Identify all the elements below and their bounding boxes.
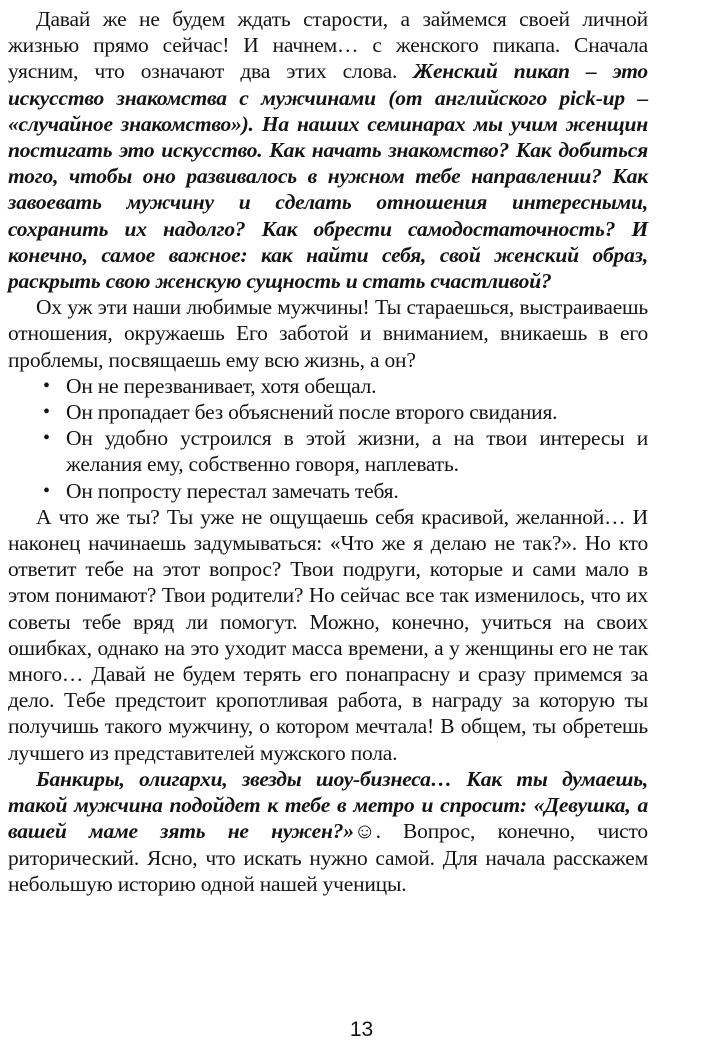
bullet-icon: • [43, 479, 50, 502]
paragraph-bankers-plain: . Вопрос, конечно, чисто риторический. Ясно, что искать нужно самой. Для начала расскажем небольшую историю одной нашей ученицы. [8, 819, 648, 896]
bullet-text: Он не перезванивает, хотя обещал. [66, 373, 377, 398]
bullet-list [8, 373, 648, 504]
bullet-item [43, 425, 648, 477]
smiley-icon: ☺ [353, 819, 376, 844]
page-body [8, 6, 648, 897]
paragraph-you: А что же ты? Ты уже не ощущаешь себя красивой, желанной… И наконец начинаешь задумываться: «Что же я делаю не так?». Но кто ответит тебе на этот вопрос? Твои подруги, которые и сами мало в этом понимают? Твои родители? Но сейчас все так изменилось, что их советы тебе вряд ли помогут. Можно, конечно, учиться на своих ошибках, однако на это уходит масса времени, а у женщины его не так много… Давай не будем терять его понапрасну и сразу примемся за дело. Тебе предстоит кропотливая работа, в награду за которую ты получишь такого мужчину, о котором мечтала! В общем, ты обретешь лучшего из представителей мужского пола. [8, 504, 648, 765]
page-number: 13 [349, 1018, 374, 1041]
bullet-icon: • [43, 427, 50, 450]
bullet-text: Он попросту перестал замечать тебя. [66, 478, 399, 503]
paragraph-men: Ох уж эти наши любимые мужчины! Ты стараешься, выстраиваешь отношения, окружаешь Его заботой и вниманием, вникаешь в его проблемы, посвящаешь ему всю жизнь, а он? [8, 295, 648, 372]
paragraph-intro-emphasis: Женский пикап – это искусство знакомства с мужчинами (от английского pick-up – «случайное знакомство»). На наших семинарах мы учим женщин постигать это искусство. Как начать знакомство? Как добиться того, чтобы оно развивалось в нужном тебе направлении? Как завоевать мужчину и сделать отношения интересными, сохранить их надолго? Как обрести самодостаточность? И конечно, самое важное: как найти себя, свой женский образ, раскрыть свою женскую сущность и стать счастливой? [8, 59, 648, 294]
bullet-text: Он пропадает без объяснений после второго свидания. [66, 400, 558, 425]
bullet-item [43, 399, 648, 425]
bullet-icon: • [43, 401, 50, 424]
bullet-item [43, 373, 648, 399]
paragraph-bankers [8, 766, 648, 897]
bullet-item [43, 478, 648, 504]
paragraph-bankers-emphasis: Банкиры, олигархи, звезды шоу-бизнеса… Как ты думаешь, такой мужчина подойдет к тебе в метро и спросит: «Девушка, а вашей маме зять не нужен?» [8, 766, 648, 844]
paragraph-intro [8, 6, 648, 294]
bullet-text: Он удобно устроился в этой жизни, а на твои интересы и желания ему, собственно говоря, наплевать. [66, 426, 648, 477]
paragraph-intro-plain: Давай же не будем ждать старости, а займемся своей личной жизнью прямо сейчас! И начнем… с женского пикапа. Сначала уясним, что означают два этих слова. [8, 7, 648, 84]
bullet-icon: • [43, 374, 50, 397]
